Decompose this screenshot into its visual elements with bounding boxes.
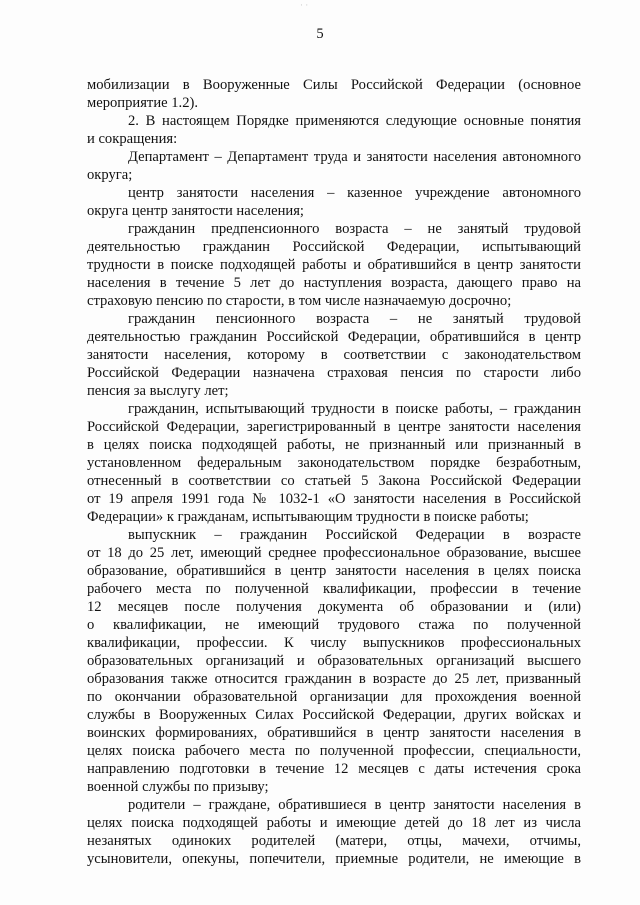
text-line: населения в течение 5 лет до наступления возраста, дающего право на xyxy=(87,275,581,291)
text-line: родители – граждане, обратившиеся в центр занятости населения в xyxy=(128,797,581,813)
text-line: квалификации, профессии. К числу выпускников профессиональных xyxy=(87,635,581,651)
text-line: образование, обратившийся в центр занятости населения в целях поиска xyxy=(87,563,581,579)
text-line: центр занятости населения – казенное учреждение автономного xyxy=(128,185,581,201)
text-line: округа; xyxy=(87,167,133,183)
text-line: и сокращения: xyxy=(87,131,178,147)
text-line: целях поиска рабочего места по полученной профессии, специальности, xyxy=(87,743,581,759)
text-line: образования также относится гражданин в возрасте до 25 лет, призванный xyxy=(87,671,581,687)
text-line: от 19 апреля 1991 года № 1032-1 «О занятости населения в Российской xyxy=(87,491,581,507)
text-line: Российской Федерации, зарегистрированный в центре занятости населения xyxy=(87,419,581,435)
text-line: Российской Федерации назначена страховая пенсия по старости либо xyxy=(87,365,581,381)
text-line: рабочего места по полученной квалификации, профессии в течение xyxy=(87,581,581,597)
text-line: образовательных организаций и образовательных организаций высшего xyxy=(87,653,581,669)
text-line: пенсия за выслугу лет; xyxy=(87,383,229,399)
text-line: в целях поиска подходящей работы, не признанный или признанный в xyxy=(87,437,581,453)
text-line: службы в Вооруженных Силах Российской Федерации, других войсках и xyxy=(87,707,581,723)
text-line: 2. В настоящем Порядке применяются следующие основные понятия xyxy=(128,113,581,129)
text-line: деятельностью гражданин Российской Федерации, обратившийся в центр xyxy=(87,329,581,345)
text-line: отнесенный в соответствии со статьей 5 Закона Российской Федерации xyxy=(87,473,581,489)
text-line: мероприятие 1.2). xyxy=(87,95,198,111)
text-line: мобилизации в Вооруженные Силы Российской Федерации (основное xyxy=(87,77,581,93)
text-line: по окончании образовательной организации для прохождения военной xyxy=(87,689,581,705)
text-line: Федерации» к гражданам, испытывающим трудности в поиске работы; xyxy=(87,509,529,525)
text-line: незанятых одиноких родителей (матери, отцы, мачехи, отчимы, xyxy=(87,833,581,849)
text-line: целях поиска подходящей работы и имеющие детей до 18 лет из числа xyxy=(87,815,581,831)
text-line: занятости населения, которому в соответствии с законодательством xyxy=(87,347,581,363)
text-line: трудности в поиске подходящей работы и обратившийся в центр занятости xyxy=(87,257,581,273)
text-line: гражданин пенсионного возраста – не занятый трудовой xyxy=(128,311,581,327)
text-line: гражданин предпенсионного возраста – не занятый трудовой xyxy=(128,221,581,237)
text-line: от 18 до 25 лет, имеющий среднее профессиональное образование, высшее xyxy=(87,545,581,561)
text-line: гражданин, испытывающий трудности в поиске работы, – гражданин xyxy=(128,401,581,417)
text-line: округа центр занятости населения; xyxy=(87,203,304,219)
text-line: усыновители, опекуны, попечители, приемные родители, не имеющие в xyxy=(87,851,581,867)
text-line: Департамент – Департамент труда и занятости населения автономного xyxy=(128,149,581,165)
text-line: деятельностью гражданин Российской Федерации, испытывающий xyxy=(87,239,581,255)
text-line: военной службы по призыву; xyxy=(87,779,269,795)
text-line: выпускник – гражданин Российской Федерации в возрасте xyxy=(128,527,581,543)
body-text xyxy=(87,76,581,868)
page-number: 5 xyxy=(316,26,324,42)
text-line: установленном федеральным законодательством порядке безработным, xyxy=(87,455,581,471)
text-line: страховую пенсию по старости, в том числе назначаемую досрочно; xyxy=(87,293,512,309)
text-line: 12 месяцев после получения документа об образовании и (или) xyxy=(87,599,581,615)
text-line: направлению подготовки в течение 12 месяцев с даты истечения срока xyxy=(87,761,581,777)
text-line: воинских формированиях, обратившийся в центр занятости населения в xyxy=(87,725,581,741)
text-line: о квалификации, не имеющий трудового стажа по полученной xyxy=(87,617,581,633)
scan-artifact: · · xyxy=(300,0,309,10)
